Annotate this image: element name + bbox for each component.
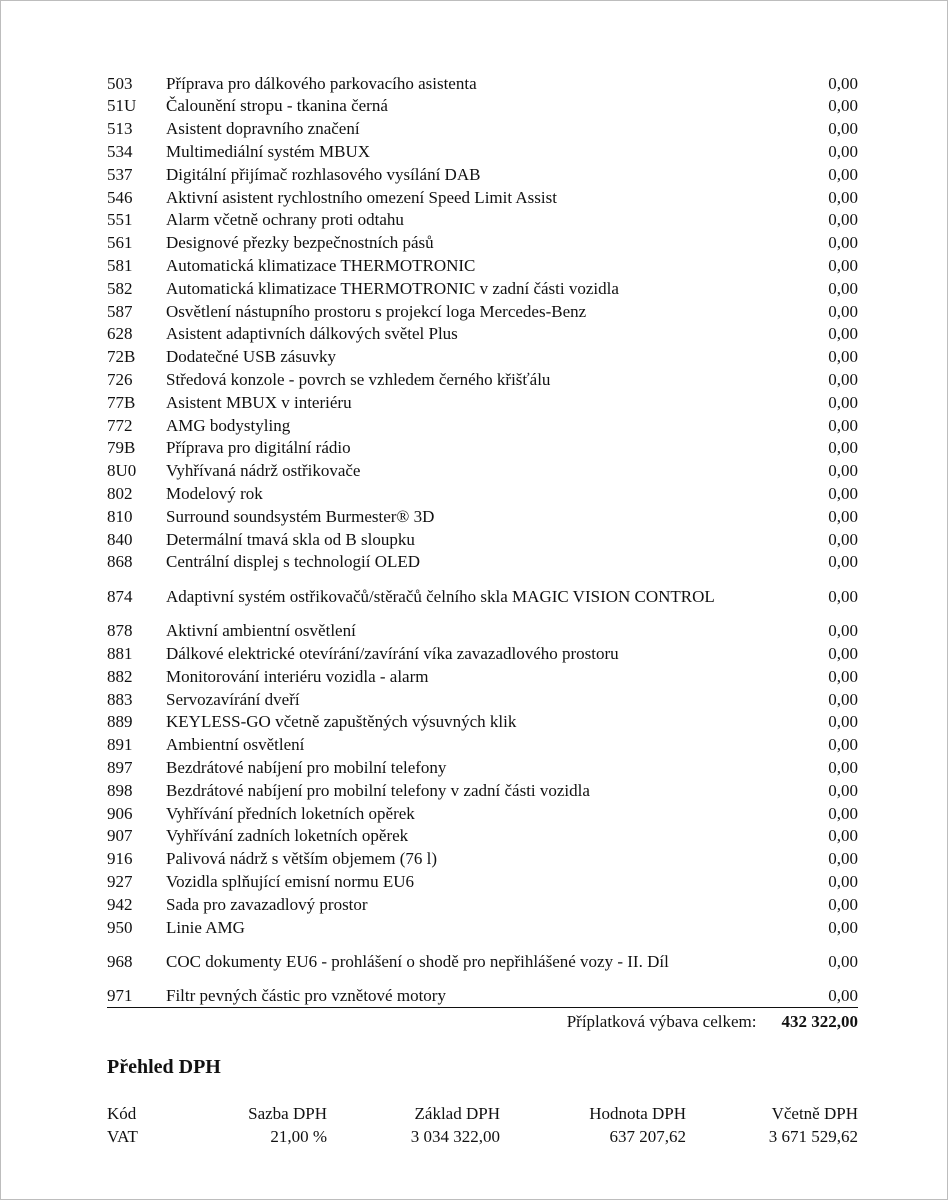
equipment-desc: Osvětlení nástupního prostoru s projekcí loga Mercedes-Benz bbox=[166, 301, 587, 321]
equipment-desc: Ambientní osvětlení bbox=[166, 735, 305, 755]
equipment-desc: Příprava pro dálkového parkovacího asistenta bbox=[166, 73, 477, 93]
equipment-price: 0,00 bbox=[828, 689, 858, 709]
equipment-row bbox=[107, 574, 858, 620]
equipment-row bbox=[107, 939, 858, 985]
equipment-list bbox=[107, 72, 858, 1008]
equipment-code: 889 bbox=[107, 712, 133, 732]
equipment-code: 878 bbox=[107, 621, 133, 641]
equipment-row bbox=[107, 665, 858, 688]
equipment-code: 8U0 bbox=[107, 461, 137, 481]
vat-code: VAT bbox=[107, 1127, 138, 1146]
vat-header-rate: Sazba DPH bbox=[248, 1104, 327, 1123]
equipment-code: 51U bbox=[107, 96, 137, 116]
equipment-price: 0,00 bbox=[828, 187, 858, 207]
equipment-row bbox=[107, 985, 858, 1009]
equipment-desc: Bezdrátové nabíjení pro mobilní telefony bbox=[166, 757, 447, 777]
equipment-code: 561 bbox=[107, 233, 133, 253]
equipment-code: 628 bbox=[107, 324, 133, 344]
equipment-price: 0,00 bbox=[828, 233, 858, 253]
equipment-row bbox=[107, 688, 858, 711]
equipment-code: 950 bbox=[107, 917, 133, 937]
equipment-desc: Digitální přijímač rozhlasového vysílání DAB bbox=[166, 164, 481, 184]
equipment-price: 0,00 bbox=[828, 73, 858, 93]
vat-table bbox=[107, 1104, 858, 1150]
equipment-code: 891 bbox=[107, 735, 133, 755]
equipment-row bbox=[107, 756, 858, 779]
equipment-row bbox=[107, 551, 858, 574]
equipment-price: 0,00 bbox=[828, 164, 858, 184]
equipment-desc: Bezdrátové nabíjení pro mobilní telefony v zadní části vozidla bbox=[166, 780, 590, 800]
equipment-code: 881 bbox=[107, 643, 133, 663]
equipment-code: 77B bbox=[107, 392, 136, 412]
equipment-price: 0,00 bbox=[828, 735, 858, 755]
equipment-price: 0,00 bbox=[828, 529, 858, 549]
equipment-desc: Alarm včetně ochrany proti odtahu bbox=[166, 210, 404, 230]
equipment-code: 79B bbox=[107, 438, 136, 458]
equipment-price: 0,00 bbox=[828, 951, 858, 971]
total-label: Příplatková výbava celkem: bbox=[566, 1012, 757, 1031]
equipment-code: 546 bbox=[107, 187, 133, 207]
equipment-code: 802 bbox=[107, 483, 133, 503]
equipment-desc: Dálkové elektrické otevírání/zavírání víka zavazadlového prostoru bbox=[166, 643, 619, 663]
equipment-code: 883 bbox=[107, 689, 133, 709]
equipment-code: 906 bbox=[107, 803, 133, 823]
equipment-price: 0,00 bbox=[828, 438, 858, 458]
equipment-price: 0,00 bbox=[828, 256, 858, 276]
equipment-row bbox=[107, 460, 858, 483]
equipment-code: 897 bbox=[107, 757, 133, 777]
vat-header-code: Kód bbox=[107, 1104, 137, 1123]
equipment-row bbox=[107, 916, 858, 939]
equipment-desc: Surround soundsystém Burmester® 3D bbox=[166, 506, 435, 526]
vat-incl: 3 671 529,62 bbox=[768, 1127, 858, 1146]
equipment-desc: Příprava pro digitální rádio bbox=[166, 438, 351, 458]
equipment-desc: Automatická klimatizace THERMOTRONIC v zadní části vozidla bbox=[166, 278, 619, 298]
equipment-row bbox=[107, 870, 858, 893]
equipment-price: 0,00 bbox=[828, 643, 858, 663]
equipment-desc: Palivová nádrž s větším objemem (76 l) bbox=[166, 849, 437, 869]
vat-header-incl: Včetně DPH bbox=[771, 1104, 858, 1123]
equipment-price: 0,00 bbox=[828, 483, 858, 503]
equipment-desc: Asistent dopravního značení bbox=[166, 119, 360, 139]
equipment-row bbox=[107, 414, 858, 437]
equipment-row bbox=[107, 140, 858, 163]
equipment-price: 0,00 bbox=[828, 142, 858, 162]
equipment-desc: Servozavírání dveří bbox=[166, 689, 300, 709]
equipment-row bbox=[107, 186, 858, 209]
equipment-desc: Automatická klimatizace THERMOTRONIC bbox=[166, 256, 476, 276]
equipment-row bbox=[107, 779, 858, 802]
equipment-row bbox=[107, 437, 858, 460]
equipment-desc: Čalounění stropu - tkanina černá bbox=[166, 96, 388, 116]
equipment-row bbox=[107, 323, 858, 346]
equipment-code: 582 bbox=[107, 278, 133, 298]
equipment-code: 968 bbox=[107, 951, 133, 971]
equipment-code: 874 bbox=[107, 586, 133, 606]
equipment-price: 0,00 bbox=[828, 621, 858, 641]
equipment-price: 0,00 bbox=[828, 666, 858, 686]
equipment-price: 0,00 bbox=[828, 780, 858, 800]
equipment-code: 898 bbox=[107, 780, 133, 800]
equipment-code: 971 bbox=[107, 986, 133, 1006]
equipment-desc: Vozidla splňující emisní normu EU6 bbox=[166, 871, 415, 891]
equipment-price: 0,00 bbox=[828, 324, 858, 344]
equipment-price: 0,00 bbox=[828, 278, 858, 298]
equipment-price: 0,00 bbox=[828, 119, 858, 139]
equipment-code: 810 bbox=[107, 506, 133, 526]
equipment-price: 0,00 bbox=[828, 826, 858, 846]
equipment-row bbox=[107, 711, 858, 734]
vat-header-row bbox=[107, 1104, 858, 1127]
equipment-price: 0,00 bbox=[828, 894, 858, 914]
equipment-price: 0,00 bbox=[828, 461, 858, 481]
equipment-row bbox=[107, 277, 858, 300]
equipment-price: 0,00 bbox=[828, 871, 858, 891]
equipment-total bbox=[567, 1012, 858, 1032]
equipment-row bbox=[107, 848, 858, 871]
equipment-row bbox=[107, 118, 858, 141]
equipment-desc: KEYLESS-GO včetně zapuštěných výsuvných klik bbox=[166, 712, 517, 732]
equipment-code: 907 bbox=[107, 826, 133, 846]
equipment-desc: Monitorování interiéru vozidla - alarm bbox=[166, 666, 429, 686]
vat-rate: 21,00 % bbox=[270, 1127, 327, 1146]
equipment-code: 587 bbox=[107, 301, 133, 321]
equipment-price: 0,00 bbox=[828, 552, 858, 572]
equipment-code: 916 bbox=[107, 849, 133, 869]
equipment-row bbox=[107, 642, 858, 665]
equipment-desc: Středová konzole - povrch se vzhledem černého křišťálu bbox=[166, 370, 551, 389]
equipment-desc: Designové přezky bezpečnostních pásů bbox=[166, 233, 434, 253]
equipment-row bbox=[107, 368, 858, 391]
equipment-code: 726 bbox=[107, 370, 133, 389]
equipment-price: 0,00 bbox=[828, 986, 858, 1006]
equipment-code: 537 bbox=[107, 164, 133, 184]
equipment-price: 0,00 bbox=[828, 370, 858, 389]
equipment-desc: Linie AMG bbox=[166, 917, 245, 937]
equipment-row bbox=[107, 209, 858, 232]
equipment-price: 0,00 bbox=[828, 210, 858, 230]
equipment-price: 0,00 bbox=[828, 803, 858, 823]
equipment-row bbox=[107, 72, 858, 95]
equipment-price: 0,00 bbox=[828, 347, 858, 367]
equipment-price: 0,00 bbox=[828, 712, 858, 732]
vat-section-title: Přehled DPH bbox=[107, 1056, 221, 1078]
equipment-row bbox=[107, 163, 858, 186]
equipment-row bbox=[107, 734, 858, 757]
equipment-desc: Multimediální systém MBUX bbox=[166, 142, 370, 162]
equipment-code: 72B bbox=[107, 347, 136, 367]
equipment-desc: Vyhřívání předních loketních opěrek bbox=[166, 803, 415, 823]
equipment-code: 534 bbox=[107, 142, 133, 162]
equipment-desc: Modelový rok bbox=[166, 483, 263, 503]
equipment-desc: Adaptivní systém ostřikovačů/stěračů čelního skla MAGIC VISION CONTROL bbox=[166, 586, 715, 606]
equipment-price: 0,00 bbox=[828, 506, 858, 526]
equipment-row bbox=[107, 620, 858, 643]
equipment-price: 0,00 bbox=[828, 96, 858, 116]
equipment-price: 0,00 bbox=[828, 301, 858, 321]
equipment-row bbox=[107, 482, 858, 505]
equipment-code: 882 bbox=[107, 666, 133, 686]
vat-amount: 637 207,62 bbox=[609, 1127, 686, 1146]
equipment-desc: Vyhřívaná nádrž ostřikovače bbox=[166, 461, 361, 481]
equipment-desc: Asistent MBUX v interiéru bbox=[166, 392, 352, 412]
equipment-desc: Centrální displej s technologií OLED bbox=[166, 552, 421, 572]
equipment-code: 581 bbox=[107, 256, 133, 276]
equipment-desc: Vyhřívání zadních loketních opěrek bbox=[166, 826, 409, 846]
equipment-price: 0,00 bbox=[828, 757, 858, 777]
vat-base: 3 034 322,00 bbox=[410, 1127, 500, 1146]
equipment-desc: Aktivní asistent rychlostního omezení Speed Limit Assist bbox=[166, 187, 557, 207]
equipment-row bbox=[107, 254, 858, 277]
total-value: 432 322,00 bbox=[781, 1012, 858, 1031]
equipment-row bbox=[107, 893, 858, 916]
equipment-desc: COC dokumenty EU6 - prohlášení o shodě pro nepřihlášené vozy - II. Díl bbox=[166, 951, 669, 971]
equipment-row bbox=[107, 825, 858, 848]
equipment-code: 513 bbox=[107, 119, 133, 139]
vat-header-base: Základ DPH bbox=[414, 1104, 500, 1123]
equipment-desc: Aktivní ambientní osvětlení bbox=[166, 621, 356, 641]
equipment-price: 0,00 bbox=[828, 917, 858, 937]
vat-header-amount: Hodnota DPH bbox=[589, 1104, 686, 1123]
equipment-code: 840 bbox=[107, 529, 133, 549]
equipment-row bbox=[107, 346, 858, 369]
equipment-desc: AMG bodystyling bbox=[166, 415, 291, 435]
equipment-row bbox=[107, 232, 858, 255]
equipment-desc: Asistent adaptivních dálkových světel Plus bbox=[166, 324, 458, 344]
equipment-desc: Determální tmavá skla od B sloupku bbox=[166, 529, 415, 549]
equipment-row bbox=[107, 95, 858, 118]
equipment-row bbox=[107, 391, 858, 414]
equipment-code: 772 bbox=[107, 415, 133, 435]
equipment-price: 0,00 bbox=[828, 415, 858, 435]
vat-data-row bbox=[107, 1127, 858, 1150]
equipment-row bbox=[107, 528, 858, 551]
equipment-code: 503 bbox=[107, 73, 133, 93]
equipment-price: 0,00 bbox=[828, 586, 858, 606]
equipment-row bbox=[107, 505, 858, 528]
equipment-desc: Dodatečné USB zásuvky bbox=[166, 347, 336, 367]
equipment-code: 551 bbox=[107, 210, 133, 230]
equipment-price: 0,00 bbox=[828, 392, 858, 412]
equipment-code: 868 bbox=[107, 552, 133, 572]
equipment-code: 927 bbox=[107, 871, 133, 891]
equipment-code: 942 bbox=[107, 894, 133, 914]
equipment-row bbox=[107, 802, 858, 825]
equipment-desc: Sada pro zavazadlový prostor bbox=[166, 894, 368, 914]
equipment-desc: Filtr pevných částic pro vznětové motory bbox=[166, 986, 446, 1006]
equipment-price: 0,00 bbox=[828, 849, 858, 869]
equipment-row bbox=[107, 300, 858, 323]
